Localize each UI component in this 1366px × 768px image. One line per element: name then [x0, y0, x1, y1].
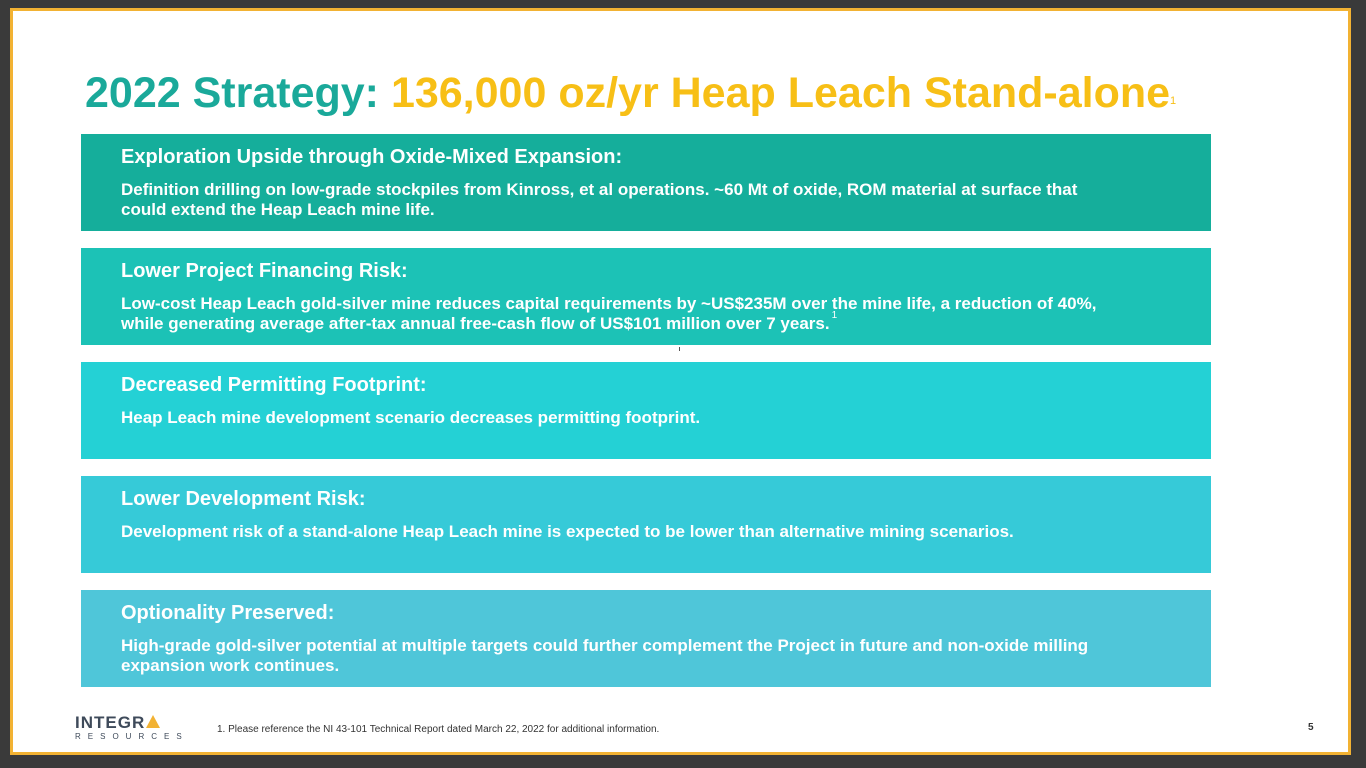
box-body-text: Development risk of a stand-alone Heap Leach mine is expected to be lower than alternative mining scenarios.	[121, 522, 1014, 541]
divider-tick	[679, 347, 680, 351]
box-body	[121, 522, 1121, 542]
footnote: 1. Please reference the NI 43-101 Technical Report dated March 22, 2022 for additional information.	[217, 724, 660, 735]
logo-triangle-icon	[146, 715, 160, 728]
box-body	[121, 408, 1121, 428]
box-footnote-marker: 1	[831, 310, 838, 321]
logo-wordmark	[75, 714, 195, 732]
box-body	[121, 636, 1121, 676]
box-optionality	[81, 590, 1211, 687]
title-prefix: 2022 Strategy:	[85, 69, 391, 117]
box-development-risk	[81, 476, 1211, 573]
box-permitting-footprint	[81, 362, 1211, 459]
page-number: 5	[1308, 722, 1314, 733]
box-heading: Lower Development Risk:	[121, 488, 366, 510]
box-heading: Exploration Upside through Oxide-Mixed Expansion:	[121, 146, 623, 168]
box-heading: Decreased Permitting Footprint:	[121, 374, 427, 396]
box-heading: Lower Project Financing Risk:	[121, 260, 408, 282]
integra-logo	[75, 714, 195, 742]
box-body-text: Low-cost Heap Leach gold-silver mine reduces capital requirements by ~US$235M over the mine life, a reduction of 40%, while generating average after-tax annual free-cash flow of US$101 million over 7 years.	[121, 294, 1097, 333]
box-exploration-upside	[81, 134, 1211, 231]
box-body	[121, 180, 1121, 220]
logo-subtitle: RESOURCES	[75, 732, 189, 741]
logo-name: INTEGR	[75, 713, 146, 732]
box-body-text: High-grade gold-silver potential at multiple targets could further complement the Project in future and non-oxide milling expansion work continues.	[121, 636, 1089, 675]
box-body-text: Definition drilling on low-grade stockpiles from Kinross, et al operations. ~60 Mt of oxide, ROM material at surface that could extend the Heap Leach mine life.	[121, 180, 1078, 219]
box-heading: Optionality Preserved:	[121, 602, 335, 624]
box-financing-risk	[81, 248, 1211, 345]
title-footnote-marker: 1	[1170, 95, 1177, 107]
box-body	[121, 294, 1121, 334]
slide	[10, 8, 1351, 755]
box-body-text: Heap Leach mine development scenario decreases permitting footprint.	[121, 408, 701, 427]
page-title	[85, 67, 1176, 119]
title-highlight: 136,000 oz/yr Heap Leach Stand-alone	[390, 69, 1171, 117]
